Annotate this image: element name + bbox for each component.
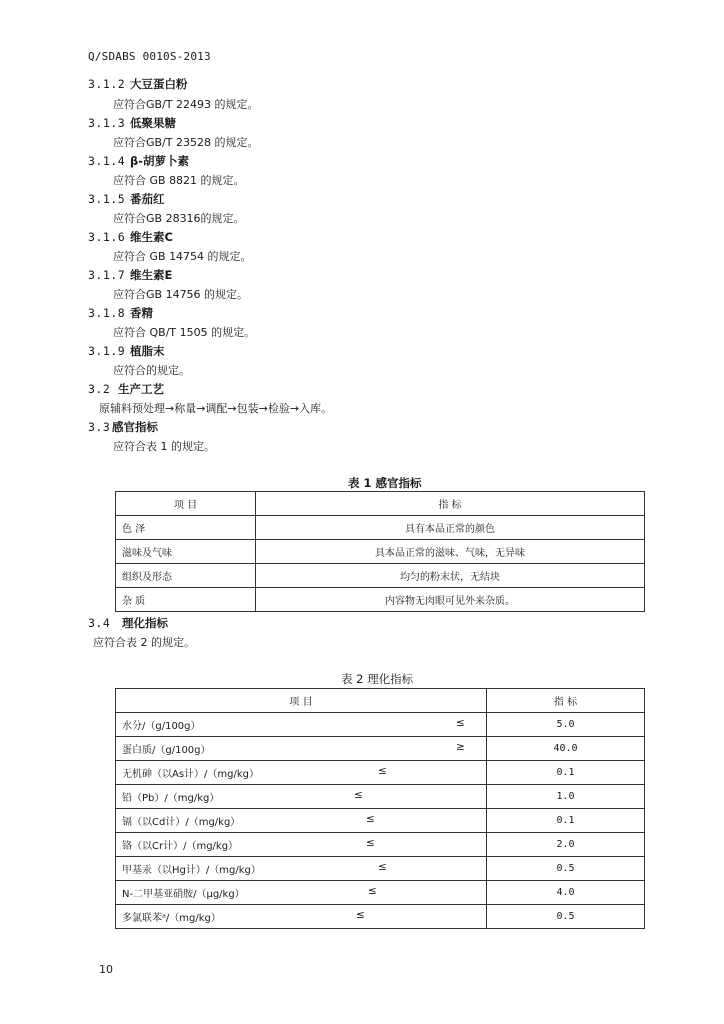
table-cell-value: 0.1 (487, 809, 645, 833)
table-cell-item: 水分/（g/100g） ≤ (116, 713, 487, 737)
table-cell-spec: 具有本品正常的颜色 (256, 516, 645, 540)
table-cell-item: 滋味及气味 (116, 540, 256, 564)
table-row (116, 881, 645, 905)
table-row (116, 540, 645, 564)
section-heading-3-1-8: 3.1.8 香精 (88, 306, 153, 320)
table-cell-value: 0.5 (487, 905, 645, 929)
section-body-3-1-9: 应符合的规定。 (113, 364, 190, 377)
table-cell-spec: 具本品正常的滋味、气味，无异味 (256, 540, 645, 564)
process-flow: 原辅料预处理→称量→调配→包装→检验→入库。 (99, 402, 333, 415)
table-cell-item: 杂 质 (116, 588, 256, 612)
table-cell-item: 甲基汞（以Hg计）/（mg/kg） ≤ (116, 857, 487, 881)
section-heading-3-1-5: 3.1.5 番茄红 (88, 192, 165, 206)
table-cell-item: 组织及形态 (116, 564, 256, 588)
table-row (116, 785, 645, 809)
section-heading-3-1-2: 3.1.2 大豆蛋白粉 (88, 77, 188, 91)
comparison-sign: ≤ (354, 789, 363, 801)
table-cell-item: 铬（以Cr计）/（mg/kg） ≤ (116, 833, 487, 857)
section-heading-3-3: 3.3 感官指标 (88, 420, 158, 434)
table-cell-value: 4.0 (487, 881, 645, 905)
table-row (116, 588, 645, 612)
comparison-sign: ≤ (366, 837, 375, 849)
comparison-sign: ≤ (368, 885, 377, 897)
table-cell-item: 蛋白质/（g/100g） ≥ (116, 737, 487, 761)
table-row (116, 516, 645, 540)
table-cell-item: N-二甲基亚硝胺/（μg/kg） ≤ (116, 881, 487, 905)
section-body-3-1-7: 应符合GB 14756 的规定。 (113, 288, 249, 301)
table-cell-item: 铅（Pb）/（mg/kg） ≤ (116, 785, 487, 809)
table-cell-item: 镉（以Cd计）/（mg/kg） ≤ (116, 809, 487, 833)
section-body-3-1-8: 应符合 QB/T 1505 的规定。 (113, 326, 256, 339)
section-body-3-3: 应符合表 1 的规定。 (113, 440, 215, 453)
table-cell-value: 40.0 (487, 737, 645, 761)
comparison-sign: ≤ (456, 717, 465, 729)
document-code: Q/SDABS 0010S-2013 (88, 50, 211, 63)
table-cell-value: 0.1 (487, 761, 645, 785)
table-cell-value: 2.0 (487, 833, 645, 857)
page-number: 10 (99, 963, 113, 976)
comparison-sign: ≤ (378, 861, 387, 873)
comparison-sign: ≤ (378, 765, 387, 777)
physchem-table (115, 688, 645, 929)
table-2-caption: 表 2 理化指标 (341, 672, 414, 686)
section-body-3-1-5: 应符合GB 28316的规定。 (113, 212, 245, 225)
table-row (116, 737, 645, 761)
column-header-spec: 指 标 (256, 492, 645, 516)
section-heading-3-1-7: 3.1.7 维生素E (88, 268, 173, 282)
table-cell-spec: 内容物无肉眼可见外来杂质。 (256, 588, 645, 612)
section-body-3-1-6: 应符合 GB 14754 的规定。 (113, 250, 252, 263)
table-cell-value: 1.0 (487, 785, 645, 809)
section-heading-3-4: 3.4 理化指标 (88, 616, 168, 630)
column-header-spec: 指 标 (487, 689, 645, 713)
table-row (116, 761, 645, 785)
table-header-row (116, 492, 645, 516)
table-row (116, 833, 645, 857)
table-1-caption: 表 1 感官指标 (348, 476, 422, 490)
table-row (116, 905, 645, 929)
section-body-3-1-4: 应符合 GB 8821 的规定。 (113, 174, 245, 187)
table-cell-item: 多氯联苯ᵃ/（mg/kg） ≤ (116, 905, 487, 929)
table-row (116, 713, 645, 737)
comparison-sign: ≥ (456, 741, 465, 753)
table-cell-spec: 均匀的粉末状，无结块 (256, 564, 645, 588)
comparison-sign: ≤ (366, 813, 375, 825)
table-row (116, 857, 645, 881)
section-heading-3-1-6: 3.1.6 维生素C (88, 230, 173, 244)
comparison-sign: ≤ (356, 909, 365, 921)
table-row (116, 809, 645, 833)
section-body-3-1-2: 应符合GB/T 22493 的规定。 (113, 98, 259, 111)
table-cell-item: 无机砷（以As计）/（mg/kg） ≤ (116, 761, 487, 785)
section-body-3-4: 应符合表 2 的规定。 (93, 636, 195, 649)
table-header-row (116, 689, 645, 713)
section-heading-3-2: 3.2 生产工艺 (88, 382, 164, 396)
column-header-item: 项 目 (116, 492, 256, 516)
section-body-3-1-3: 应符合GB/T 23528 的规定。 (113, 136, 259, 149)
sensory-table (115, 491, 645, 612)
section-heading-3-1-9: 3.1.9 植脂末 (88, 344, 165, 358)
table-cell-value: 0.5 (487, 857, 645, 881)
column-header-item: 项 目 (116, 689, 487, 713)
section-heading-3-1-3: 3.1.3 低聚果糖 (88, 116, 176, 130)
table-cell-item: 色 泽 (116, 516, 256, 540)
table-cell-value: 5.0 (487, 713, 645, 737)
section-heading-3-1-4: 3.1.4 β-胡萝卜素 (88, 154, 190, 168)
table-row (116, 564, 645, 588)
